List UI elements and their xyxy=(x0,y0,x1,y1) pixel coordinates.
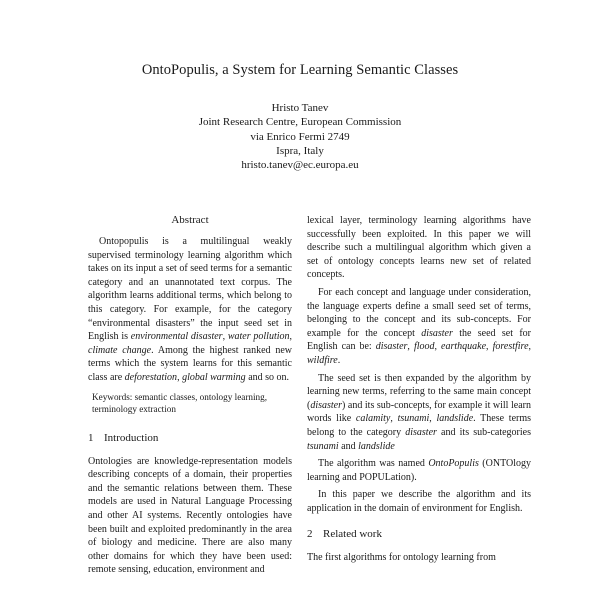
italic-term: climate change xyxy=(88,344,152,356)
author-name: Hristo Tanev xyxy=(271,102,329,114)
related-work-paragraph: The first algorithms for ontology learning from xyxy=(307,552,496,564)
text-run: . Among the highest ranked new terms which the system learns for this semantic class are xyxy=(88,344,292,383)
paragraph-paper-scope xyxy=(307,488,531,515)
introduction-paragraph: Ontologies are knowledge-representation models describing concepts of a domain, their properties and the semantic relations between them. These models are used in Natural Language Processing and other AI systems. Recently ontologies have been built and exploited predominantly in the area of biology and medicine. There are also many other domains for which they have been used: remote sensing, education, environment and xyxy=(88,455,292,576)
text-run: ) and its sub-concepts, for example it will learn words like xyxy=(307,399,531,425)
italic-term: disaster xyxy=(405,426,437,438)
italic-term: wildfire xyxy=(307,354,338,366)
paragraph-seed-expansion xyxy=(307,372,531,454)
author-email: hristo.tanev@ec.europa.eu xyxy=(241,159,359,172)
abstract-text xyxy=(88,235,292,385)
text-run: , xyxy=(222,331,228,343)
author-address: via Enrico Fermi 2749 xyxy=(250,130,350,143)
section-heading-related-work xyxy=(307,528,531,540)
text-run: lexical layer, terminology learning algorithms have successfully been exploited. In this paper we will describe such a multilingual algorithm which given a set of ontology concepts learns new set of related concepts. xyxy=(307,215,531,281)
italic-term: landslide xyxy=(358,440,395,452)
italic-term: forestfire xyxy=(492,341,529,353)
section-title: Related work xyxy=(323,528,382,541)
text-run: . xyxy=(337,354,341,366)
text-run: The seed set is then expanded by the algorithm by learning new terms, referring to the same main concept ( xyxy=(307,372,531,411)
text-run: , xyxy=(177,371,183,383)
text-run: , xyxy=(289,331,292,343)
italic-term: global warming xyxy=(182,371,246,383)
text-run: and its sub-categories xyxy=(436,426,531,438)
paragraph-seed-terms xyxy=(307,286,531,368)
text-run: , xyxy=(528,341,532,353)
text-run: , xyxy=(407,341,414,353)
text-run: In this paper we describe the algorithm and its application in the domain of environment for English. xyxy=(307,489,531,514)
italic-term: disaster xyxy=(310,399,343,411)
author-block xyxy=(0,101,600,172)
italic-term: earthquake xyxy=(441,341,487,353)
text-run: The algorithm was named xyxy=(318,458,429,470)
text-run: , xyxy=(390,413,398,425)
text-run: and so on. xyxy=(245,371,290,383)
section-title: Introduction xyxy=(104,431,159,444)
italic-term: disaster xyxy=(375,341,408,353)
left-column xyxy=(88,214,292,577)
text-run: and xyxy=(338,440,359,452)
text-run: Ontopopulis is a multilingual weakly supervised terminology learning algorithm which takes on its input a set of seed terms for a semantic category and an unannotated text corpus. The algorithm learns additional terms, which belong to this category. For example, for the category “environmental disasters” the input seed set in English is xyxy=(88,236,292,343)
text-run: For each concept and language under consideration, the language experts define a small seed set of terms, belonging to the concept and its sub-concepts. For example for the concept xyxy=(307,286,531,339)
author-city: Ispra, Italy xyxy=(276,144,324,157)
italic-term: tsunami xyxy=(397,413,430,425)
text-run: (ONTOlogy learning and POPULation). xyxy=(307,458,531,483)
text-run: the seed set for English can be: xyxy=(307,327,531,353)
italic-term: calamity xyxy=(355,413,391,425)
abstract-heading: Abstract xyxy=(171,214,209,226)
italic-term: disaster xyxy=(421,327,453,339)
text-run: , xyxy=(429,413,437,425)
section-number: 2 xyxy=(307,528,313,541)
section-number: 1 xyxy=(88,431,94,444)
paragraph-algorithm-name xyxy=(307,457,531,484)
italic-term: deforestation xyxy=(124,371,178,383)
paper-title: OntoPopulis, a System for Learning Semantic Classes xyxy=(141,62,459,78)
text-run: . These terms belong to the category xyxy=(307,413,532,438)
italic-term: OntoPopulis xyxy=(428,458,479,470)
italic-term: environmental disaster xyxy=(130,331,223,343)
text-run: , xyxy=(486,341,493,353)
text-run: , xyxy=(434,341,442,353)
italic-term: tsunami xyxy=(307,440,339,452)
keywords: Keywords: semantic classes, ontology learning, terminology extraction xyxy=(92,391,268,414)
paragraph-lexical-layer xyxy=(307,214,531,282)
right-paragraphs xyxy=(307,214,531,515)
italic-term: water pollution xyxy=(227,331,290,343)
italic-term: flood xyxy=(413,341,435,353)
italic-term: landslide xyxy=(436,413,474,425)
author-affiliation: Joint Research Centre, European Commission xyxy=(198,116,402,129)
right-column xyxy=(307,214,531,565)
section-heading-introduction xyxy=(88,432,292,444)
